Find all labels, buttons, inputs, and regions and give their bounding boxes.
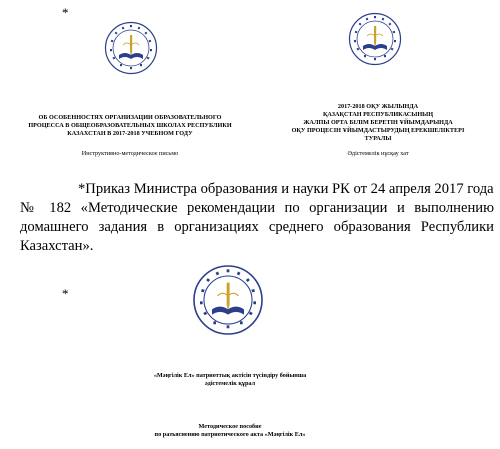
order-footnote-paragraph [20, 180, 494, 256]
bottom-rus-title [100, 423, 360, 439]
left-subtitle: Инструктивно-методическое письмо [81, 150, 179, 157]
right-subtitle: Әдістемелік нұсқау хат [347, 150, 409, 157]
academy-logo-left [104, 21, 158, 75]
bottom-rus-line: по разъяснению патриотического акта «Мәңгілік Ел» [154, 431, 306, 438]
left-title-line: ПРОЦЕССА В ОБЩЕОБРАЗОВАТЕЛЬНЫХ ШКОЛАХ РЕСПУБЛИКИ [28, 122, 232, 129]
right-title-line: ЖАЛПЫ ОРТА БІЛІМ БЕРЕТІН ҰЙЫМДАРЫНДА [303, 119, 453, 126]
left-title-line: ОБ ОСОБЕННОСТЯХ ОРГАНИЗАЦИИ ОБРАЗОВАТЕЛЬНОГО [38, 114, 222, 121]
right-title [268, 103, 488, 143]
left-title [20, 114, 240, 138]
right-title-line: ТУРАЛЫ [364, 135, 392, 142]
right-title-line: 2017-2018 ОҚУ ЖЫЛЫНДА [337, 103, 419, 110]
paragraph-line: домашнего задания в организациях среднего образования Республики [20, 219, 494, 235]
bottom-kaz-line: әдістемелік құрал [204, 380, 256, 387]
paragraph-line: *Приказ Министра образования и науки РК от 24 апреля 2017 года [78, 181, 494, 197]
footnote-star-bottom: * [62, 286, 69, 301]
right-title-line: ОҚУ ПРОЦЕСІН ҰЙЫМДАСТЫРУДЫҢ ЕРЕКШЕЛІКТЕРІ [291, 127, 465, 134]
footnote-star-top: * [62, 5, 69, 20]
right-title-line: ҚАЗАҚСТАН РЕСПУБЛИКАСЫНЫҢ [322, 111, 434, 118]
paragraph-line: № 182 «Методические рекомендации по организации и выполнению [20, 200, 494, 216]
bottom-rus-line: Методическое пособие [198, 423, 262, 430]
paragraph-line: Казахстан». [20, 238, 94, 254]
bottom-kaz-title [100, 372, 360, 388]
left-title-line: КАЗАХСТАН В 2017-2018 УЧЕБНОМ ГОДУ [67, 130, 193, 137]
bottom-kaz-line: «Мәңгілік Ел» патриоттық актісін түсіндіру бойынша [153, 372, 307, 379]
academy-logo-right [348, 12, 402, 66]
academy-logo-bottom [192, 264, 264, 336]
